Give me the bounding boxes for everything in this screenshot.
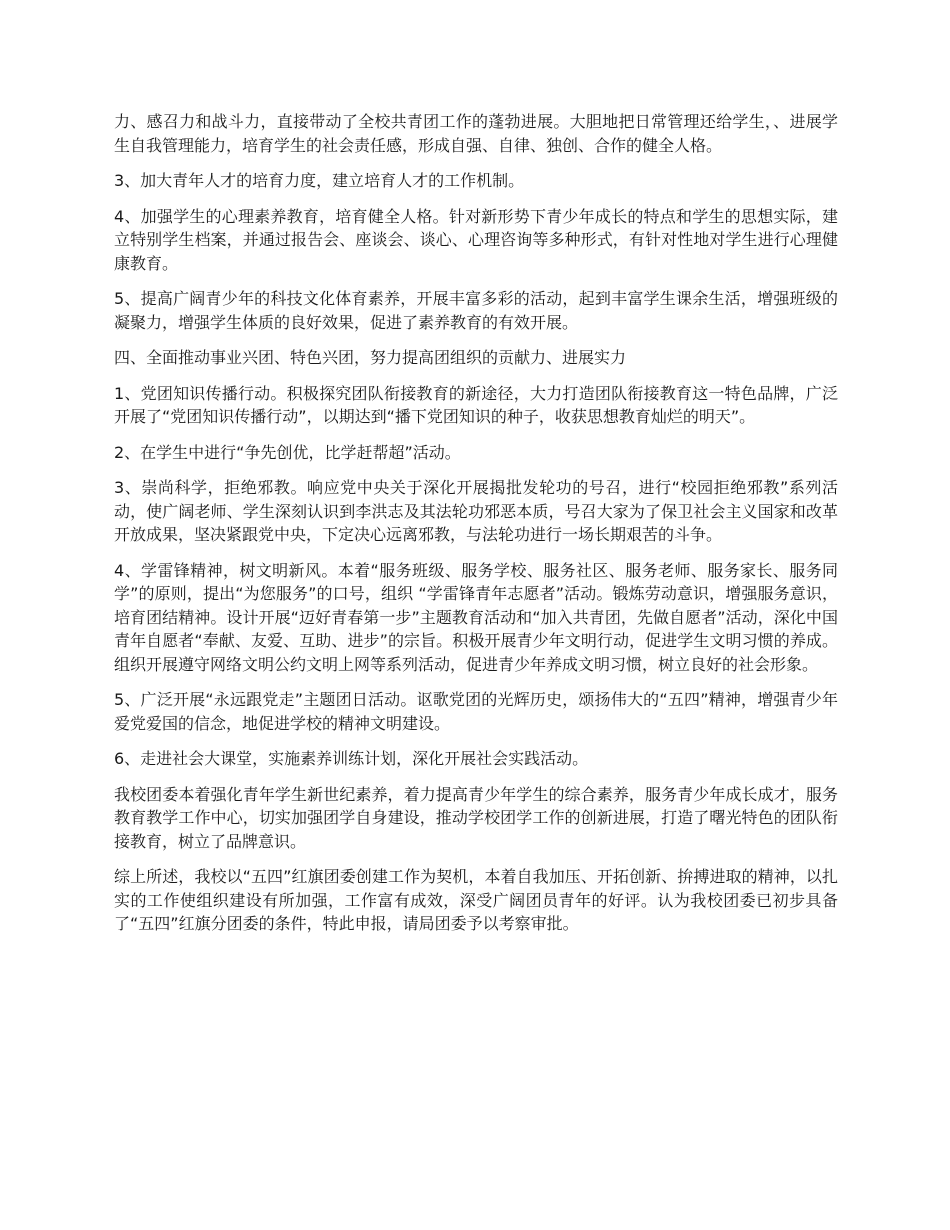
paragraph-item-1-knowledge: 1、党团知识传播行动。积极探究团队衔接教育的新途径，大力打造团队衔接教育这一特色品牌，广泛开展了“党团知识传播行动”，以期达到“播下党团知识的种子，收获思想教育灿烂的明天”。 — [114, 383, 838, 426]
paragraph-item-5-culture: 5、提高广阔青少年的科技文化体育素养，开展丰富多彩的活动，起到丰富学生课余生活，增强班级的凝聚力，增强学生体质的良好效果，促进了素养教育的有效开展。 — [114, 289, 838, 332]
paragraph-item-5-party: 5、广泛开展“永远跟党走”主题团日活动。讴歌党团的光辉历史，颂扬伟大的“五四”精神，增强青少年爱党爱国的信念，地促进学校的精神文明建设。 — [114, 690, 838, 733]
paragraph-summary: 我校团委本着强化青年学生新世纪素养，着力提高青少年学生的综合素养，服务青少年成长成才，服务教育教学工作中心，切实加强团学自身建设，推动学校团学工作的创新进展，打造了曙光特色的团队衔接教育，树立了品牌意识。 — [114, 784, 838, 851]
paragraph-item-4-psychology: 4、加强学生的心理素养教育，培育健全人格。针对新形势下青少年成长的特点和学生的思想实际，建立特别学生档案，并通过报告会、座谈会、谈心、心理咨询等多种形式，有针对性地对学生进行心理健康教育。 — [114, 206, 838, 273]
paragraph-item-6-practice: 6、走进社会大课堂，实施素养训练计划，深化开展社会实践活动。 — [114, 749, 589, 768]
paragraph-conclusion: 综上所述，我校以“五四”红旗团委创建工作为契机，本着自我加压、开拓创新、拚搏进取的精神，以扎实的工作使组织建设有所加强，工作富有成效，深受广阔团员青年的好评。认为我校团委已初步具备了“五四”红旗分团委的条件，特此申报，请局团委予以考察审批。 — [114, 867, 838, 933]
paragraph-continued-intro: 力、感召力和战斗力，直接带动了全校共青团工作的蓬勃进展。大胆地把日常管理还给学生，、进展学生自我管理能力，培育学生的社会责任感，形成自强、自律、独创、合作的健全人格。 — [114, 112, 838, 155]
paragraph-item-3-science: 3、崇尚科学，拒绝邪教。响应党中央关于深化开展揭批发轮功的号召，进行“校园拒绝邪教”系列活动，使广阔老师、学生深刻认识到李洪志及其法轮功邪恶本质，号召大家为了保卫社会主义国家和改革开放成果，坚决紧跟党中央，下定决心远离邪教，与法轮功进行一场长期艰苦的斗争。 — [114, 478, 838, 544]
paragraph-item-2-excellence: 2、在学生中进行“争先创优，比学赶帮超”活动。 — [114, 442, 461, 462]
section-heading-four: 四、全面推动事业兴团、特色兴团，努力提高团组织的贡献力、进展实力 — [114, 348, 627, 367]
paragraph-item-4-leifeng: 4、学雷锋精神，树文明新风。本着“服务班级、服务学校、服务社区、服务老师、服务家长、服务同学”的原则，提出“为您服务”的口号，组织 “学雷锋青年志愿者”活动。锻炼劳动意识，增强服务意识，培育团结精神。设计开展“迈好青春第一步”主题教育活动和“加入共青团，先做自愿者”活动，深化中国青年自愿者“奉献、友爱、互助、进步”的宗旨。积极开展青少年文明行动，促进学生文明习惯的养成。组织开展遵守网络文明公约文明上网等系列活动，促进青少年养成文明习惯，树立良好的社会形象。 — [114, 560, 838, 674]
paragraph-item-3-talent: 3、加大青年人才的培育力度，建立培育人才的工作机制。 — [114, 171, 525, 190]
